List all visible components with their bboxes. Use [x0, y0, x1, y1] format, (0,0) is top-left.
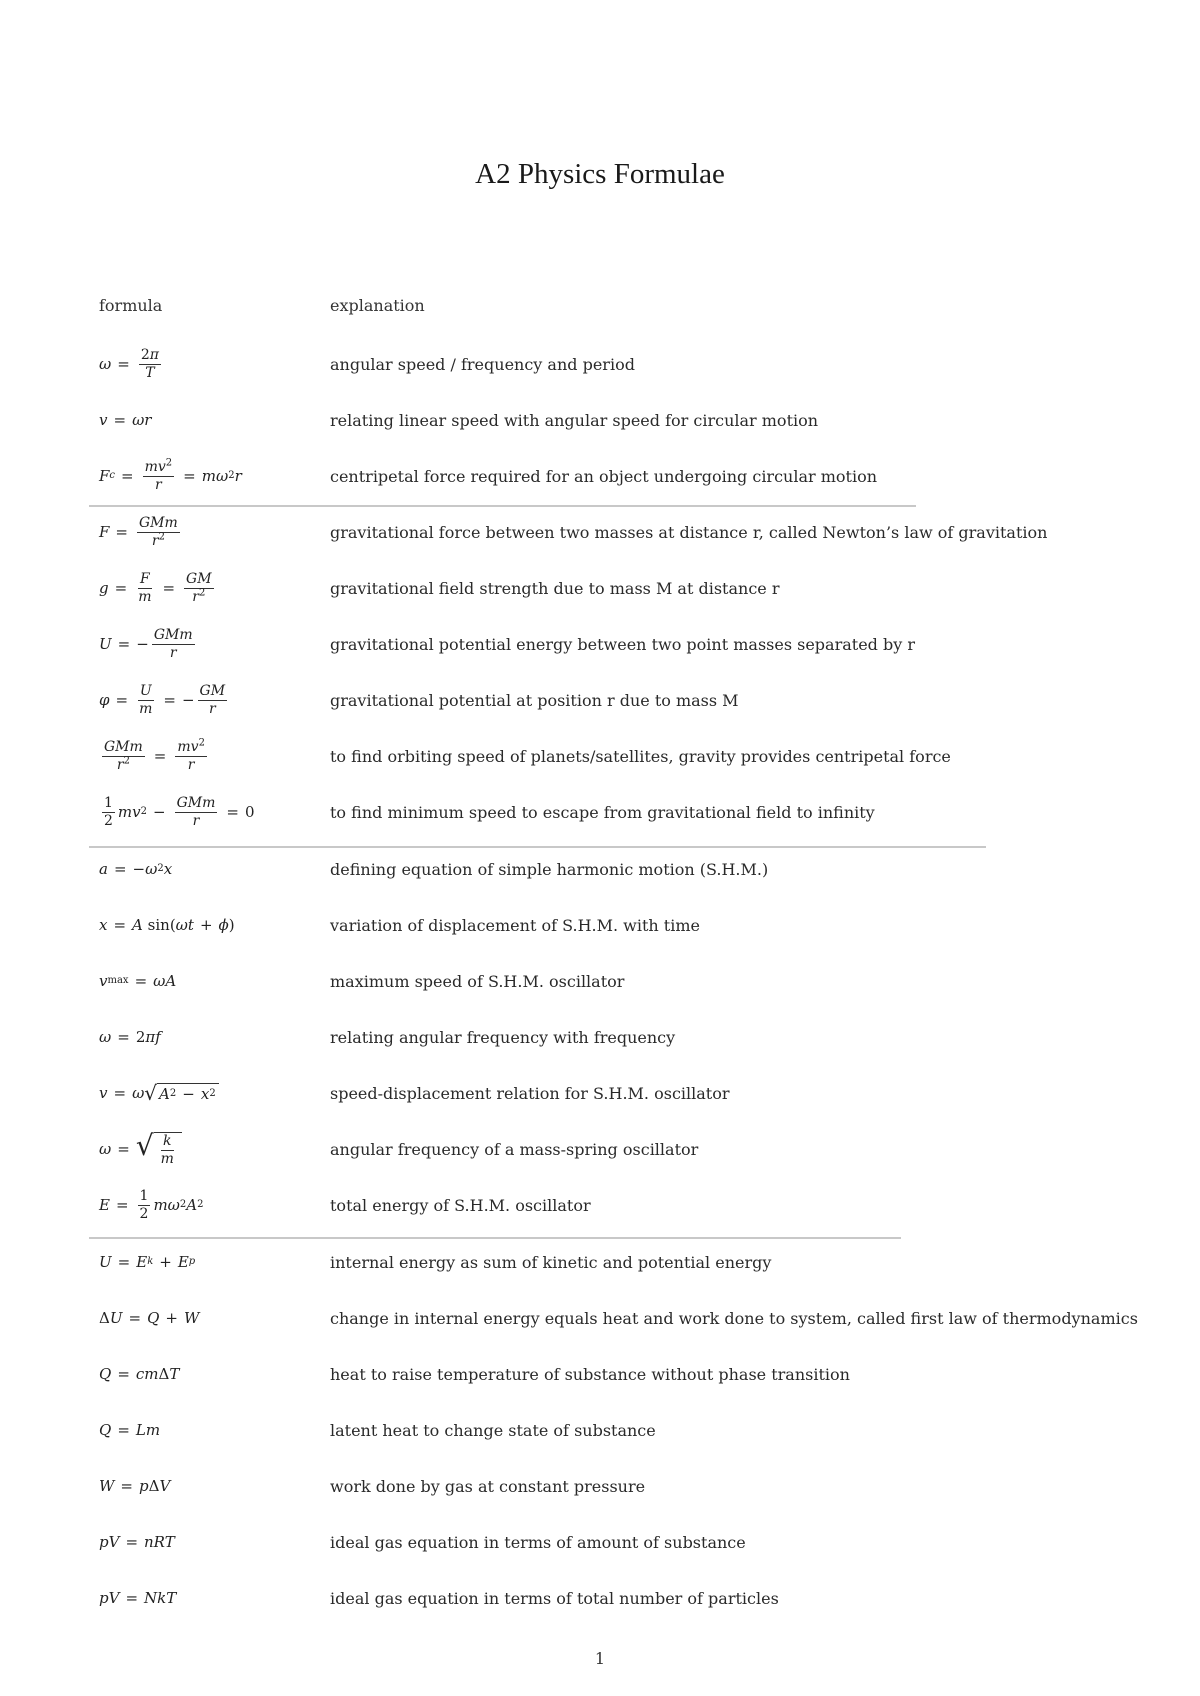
table-row — [0, 396, 1200, 444]
explanation: change in internal energy equals heat and work done to system, called first law of thermodynamics — [330, 1308, 1138, 1328]
explanation: heat to raise temperature of substance without phase transition — [330, 1364, 850, 1384]
table-row — [0, 1069, 1200, 1117]
page-title: A2 Physics Formulae — [475, 158, 725, 190]
table-row — [0, 340, 1200, 388]
formula: a = − ω 2 x — [99, 860, 173, 878]
explanation: angular frequency of a mass-spring oscillator — [330, 1139, 699, 1159]
table-row — [0, 676, 1200, 724]
explanation: variation of displacement of S.H.M. with time — [330, 915, 700, 935]
formula: F c = $\frac{mv^2}{r}$ = mω 2 r — [99, 457, 242, 493]
explanation-column-header: explanation — [330, 296, 425, 315]
formula: ω = $\frac{2\pi}{T}$ — [99, 346, 159, 381]
explanation: gravitational potential energy between two point masses separated by r — [330, 634, 916, 654]
explanation: defining equation of simple harmonic motion (S.H.M.) — [330, 859, 769, 879]
explanation: latent heat to change state of substance — [330, 1420, 656, 1440]
table-row — [0, 452, 1200, 500]
formula: U = − $\frac{\text{GMm}}{r}$ — [99, 626, 193, 661]
explanation: relating angular frequency with frequency — [330, 1027, 676, 1047]
formula: U = E k + E p — [99, 1253, 196, 1271]
formula: W = p Δ V — [99, 1477, 171, 1495]
table-row — [0, 845, 1200, 893]
explanation: internal energy as sum of kinetic and potential energy — [330, 1252, 772, 1272]
table-row — [0, 1518, 1200, 1566]
formula: ω = 2 πf — [99, 1028, 161, 1046]
explanation: total energy of S.H.M. oscillator — [330, 1195, 591, 1215]
table-row — [0, 564, 1200, 612]
formula: F = $\frac{\text{GMm}}{r^2}$ — [99, 514, 178, 549]
explanation: to find minimum speed to escape from gravitational field to infinity — [330, 802, 875, 822]
explanation: ideal gas equation in terms of amount of substance — [330, 1532, 746, 1552]
page-number: 1 — [594, 1649, 606, 1668]
explanation: gravitational field strength due to mass M at distance r — [330, 578, 780, 598]
explanation: ideal gas equation in terms of total number of particles — [330, 1588, 779, 1608]
table-row — [0, 1013, 1200, 1061]
table-row — [0, 1350, 1200, 1398]
formula: g = $\frac{F}{m}$ = $\frac{GM}{r^2}$ — [99, 570, 212, 605]
formula: v = ω √ A 2 − x 2 — [99, 1069, 219, 1117]
formula: $\frac{\text{GMm}}{r^2}$ = $\frac{mv^2}{r}$ — [104, 737, 205, 773]
table-row — [0, 732, 1200, 780]
formula: ω = √ $\frac{k}{m}$ — [99, 1125, 182, 1173]
table-row — [0, 788, 1200, 836]
formula: Q = Lm — [99, 1421, 161, 1439]
table-row — [0, 1406, 1200, 1454]
explanation: speed-displacement relation for S.H.M. oscillator — [330, 1083, 730, 1103]
table-row — [0, 1574, 1200, 1622]
formula: Δ U = Q + W — [99, 1309, 200, 1327]
explanation: work done by gas at constant pressure — [330, 1476, 646, 1496]
explanation: gravitational force between two masses at distance r, called Newton’s law of gravitation — [330, 522, 1048, 542]
table-row — [0, 1238, 1200, 1286]
table-row — [0, 901, 1200, 949]
formula: Q = cm Δ T — [99, 1365, 180, 1383]
table-row — [0, 1181, 1200, 1229]
explanation: gravitational potential at position r due to mass M — [330, 690, 739, 710]
formula: $\frac{1}{2}$ mv 2 − $\frac{\text{GMm}}{r}$ = 0 — [104, 794, 255, 829]
explanation: maximum speed of S.H.M. oscillator — [330, 971, 625, 991]
table-row — [0, 1294, 1200, 1342]
explanation: to find orbiting speed of planets/satellites, gravity provides centripetal force — [330, 746, 951, 766]
table-row — [0, 957, 1200, 1005]
formula: v = ωr — [99, 411, 152, 429]
formula: v max = ωA — [99, 972, 177, 990]
formula: E = $\frac{1}{2}$ mω 2 A 2 — [99, 1187, 204, 1222]
table-row — [0, 1462, 1200, 1510]
explanation: centripetal force required for an object undergoing circular motion — [330, 466, 878, 486]
section-divider — [89, 505, 916, 507]
formula: φ = $\frac{U}{m}$ = − $\frac{GM}{r}$ — [99, 682, 226, 717]
table-row — [0, 508, 1200, 556]
table-row — [0, 1125, 1200, 1173]
explanation: relating linear speed with angular speed for circular motion — [330, 410, 819, 430]
explanation: angular speed / frequency and period — [330, 354, 635, 374]
table-row — [0, 620, 1200, 668]
formula: x = A sin( ωt + ϕ ) — [99, 916, 235, 934]
formula: pV = nRT — [99, 1533, 175, 1551]
formula-column-header: formula — [99, 296, 163, 315]
formula: pV = NkT — [99, 1589, 177, 1607]
